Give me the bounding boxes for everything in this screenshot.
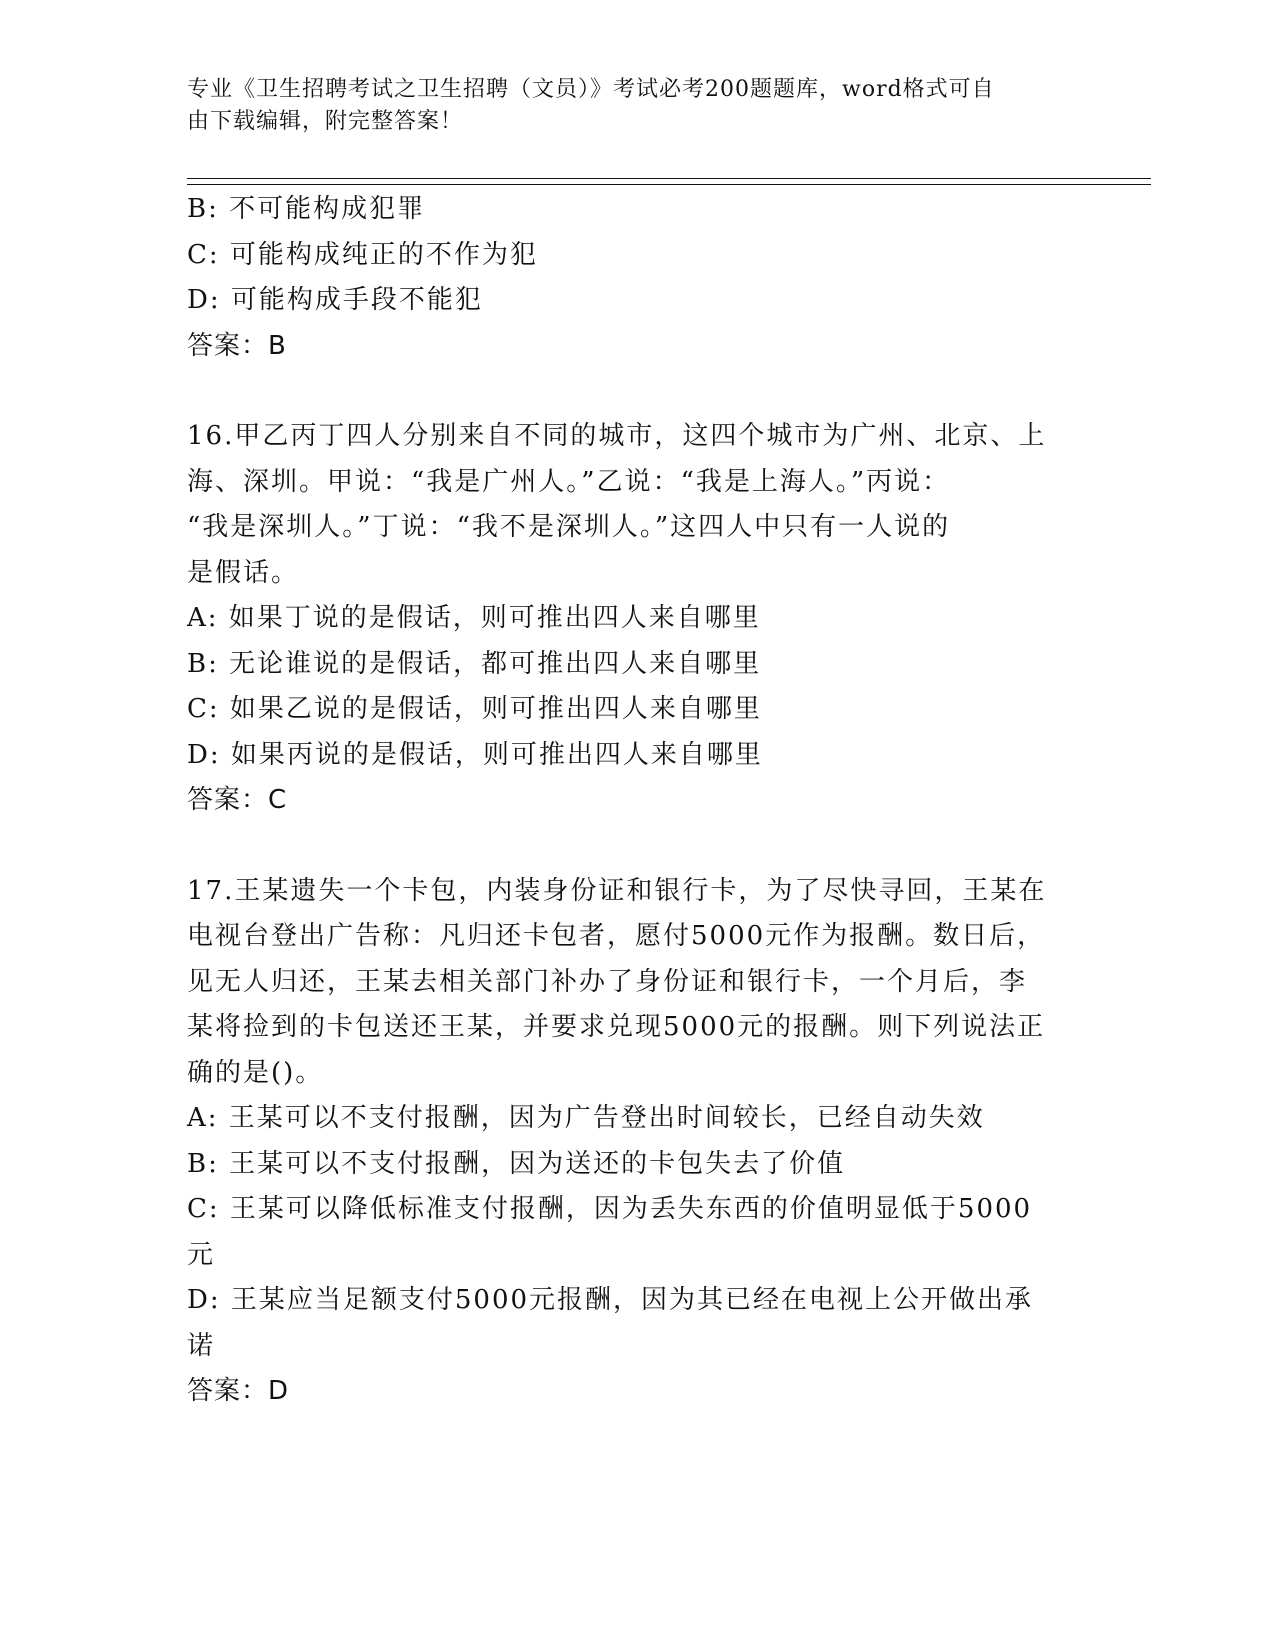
question-stem-line: “我是深圳人。”丁说：“我不是深圳人。”这四人中只有一人说的: [187, 512, 951, 542]
option-c-line-2: 元: [187, 1239, 216, 1270]
option-c: C: 可能构成纯正的不作为犯: [187, 239, 538, 270]
option-d: D: 如果丙说的是假话，则可推出四人来自哪里: [187, 739, 763, 770]
answer-label: 答案：D: [187, 1376, 290, 1406]
option-d-line-1: D: 王某应当足额支付5000元报酬，因为其已经在电视上公开做出承: [187, 1285, 1034, 1315]
option-c: C: 如果乙说的是假话，则可推出四人来自哪里: [187, 694, 762, 724]
option-b: B: 王某可以不支付报酬，因为送还的卡包失去了价值: [187, 1148, 846, 1179]
question-17: [187, 869, 1067, 1415]
option-d-line-2: 诺: [187, 1330, 216, 1361]
answer-label: 答案：C: [187, 785, 288, 815]
question-stem-line: 见无人归还，王某去相关部门补办了身份证和银行卡，一个月后，李: [187, 966, 1028, 997]
question-15-tail: [187, 187, 1067, 369]
option-a: A: 王某可以不支付报酬，因为广告登出时间较长，已经自动失效: [187, 1103, 985, 1133]
option-b: B: 不可能构成犯罪: [187, 194, 426, 224]
header-line-1: 专业《卫生招聘考试之卫生招聘（文员）》考试必考200题题库，word格式可自: [187, 77, 995, 102]
question-spacer: [187, 824, 1067, 869]
option-b: B: 无论谁说的是假话，都可推出四人来自哪里: [187, 648, 762, 679]
header-divider-top: [187, 178, 1151, 179]
question-16: [187, 414, 1067, 824]
option-c-line-1: C: 王某可以降低标准支付报酬，因为丢失东西的价值明显低于5000: [187, 1194, 1033, 1224]
header-divider-bottom: [187, 184, 1151, 185]
option-d: D: 可能构成手段不能犯: [187, 285, 483, 315]
question-spacer: [187, 369, 1067, 414]
question-stem-line: 16.甲乙丙丁四人分别来自不同的城市，这四个城市为广州、北京、上: [187, 421, 1047, 451]
question-stem-line: 电视台登出广告称：凡归还卡包者，愿付5000元作为报酬。数日后，: [187, 921, 1046, 951]
question-stem-line: 海、深圳。甲说：“我是广州人。”乙说：“我是上海人。”丙说：: [187, 466, 951, 497]
question-stem-line: 是假话。: [187, 557, 300, 588]
question-content: [187, 187, 1067, 1415]
header-line-2: 由下载编辑，附完整答案！: [187, 109, 464, 134]
question-stem-line: 某将捡到的卡包送还王某，并要求兑现5000元的报酬。则下列说法正: [187, 1012, 1046, 1042]
document-header: [187, 74, 1067, 138]
option-a: A: 如果丁说的是假话，则可推出四人来自哪里: [187, 603, 761, 633]
answer-label: 答案：B: [187, 330, 287, 361]
question-stem-line: 确的是()。: [187, 1057, 324, 1088]
question-stem-line: 17.王某遗失一个卡包，内装身份证和银行卡，为了尽快寻回，王某在: [187, 875, 1047, 906]
